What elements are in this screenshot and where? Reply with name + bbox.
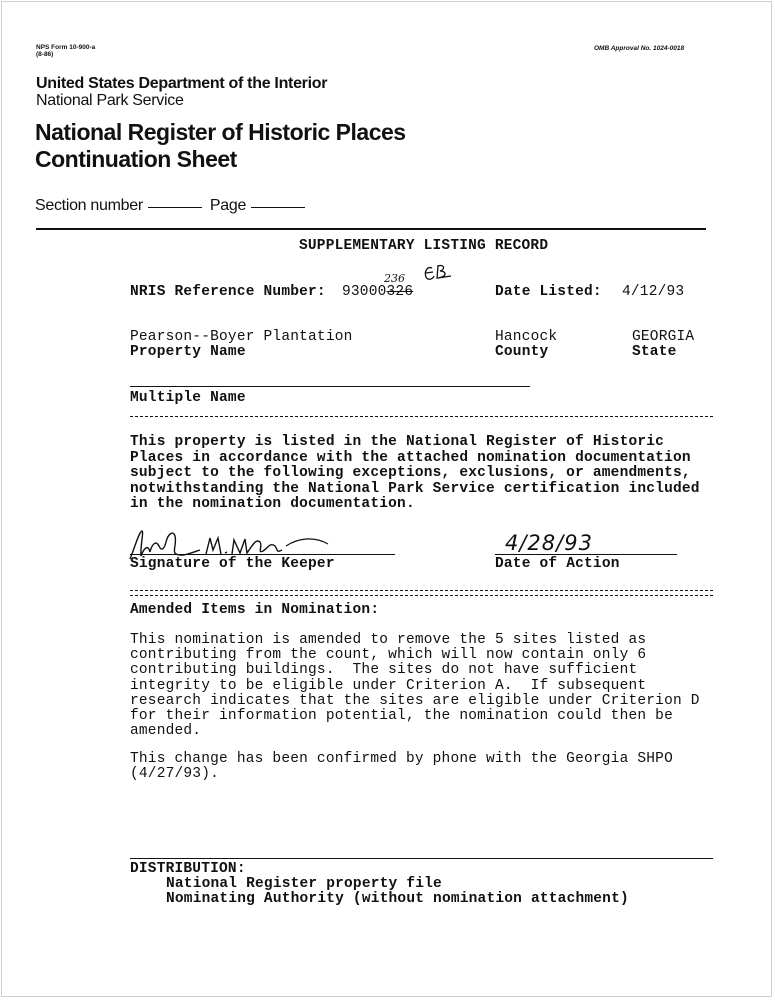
nris-struck-digits: 326 <box>386 284 414 300</box>
signature-line <box>130 554 395 555</box>
section-number-blank <box>148 206 202 208</box>
page-number-blank <box>251 206 305 208</box>
multiple-name-line <box>130 386 530 387</box>
property-name-value: Pearson--Boyer Plantation <box>130 329 353 345</box>
county-value: Hancock <box>495 329 558 345</box>
page-label: Page <box>209 197 247 214</box>
amendment-text: This nomination is amended to remove the 5 sites listed as contributing from the count, which will now contain only 6 contributing buildings. The sites do not have sufficient integrity to be eligible under Criterion A. If subsequent research indicates that the sites are eligible under Criterion D for their information potential, the nomination could then be amended. <box>130 632 700 740</box>
record-heading: SUPPLEMENTARY LISTING RECORD <box>299 238 549 254</box>
property-name-label: Property Name <box>130 344 246 360</box>
date-listed-value: 4/12/93 <box>622 284 685 300</box>
section-page-row <box>35 197 305 215</box>
department-name: United States Department of the Interior <box>36 75 328 92</box>
date-listed-label: Date Listed: <box>495 284 602 300</box>
header-rule <box>36 228 706 230</box>
document-title: National Register of Historic Places <box>35 119 406 145</box>
distribution-item: Nominating Authority (without nomination attachment) <box>166 891 629 907</box>
amended-items-heading: Amended Items in Nomination: <box>130 602 380 618</box>
listing-notice: This property is listed in the National Register of Historic Places in accordance with the attached nomination documentation subject to the following exceptions, exclusions, or amendments, notwithstanding the National Park Service certification included in the nomination documentation. <box>130 434 700 512</box>
distribution-heading: DISTRIBUTION: <box>130 861 246 877</box>
date-of-action-label: Date of Action <box>495 556 620 572</box>
nris-handwritten-correction: 236 <box>384 272 405 285</box>
action-date-handwritten: 4/28/93 <box>505 531 593 555</box>
agency-name: National Park Service <box>36 92 184 109</box>
distribution-rule <box>130 858 713 859</box>
county-label: County <box>495 344 549 360</box>
date-of-action-line <box>495 554 677 555</box>
nris-prefix: 93000 <box>342 284 387 300</box>
handwritten-initials <box>423 262 455 284</box>
state-value: GEORGIA <box>632 329 695 345</box>
multiple-name-label: Multiple Name <box>130 390 246 406</box>
state-label: State <box>632 344 677 360</box>
omb-approval: OMB Approval No. 1024-0018 <box>594 45 685 52</box>
dashed-divider <box>130 416 713 417</box>
signature-label: Signature of the Keeper <box>130 556 335 572</box>
nris-label: NRIS Reference Number: <box>130 284 326 300</box>
distribution-item: National Register property file <box>166 876 442 892</box>
section-number-label: Section number <box>35 197 143 214</box>
form-number: NPS Form 10-900-a (8-86) <box>36 44 96 58</box>
double-dashed-divider <box>130 590 713 596</box>
nris-number <box>342 284 413 300</box>
confirmation-text: This change has been confirmed by phone with the Georgia SHPO (4/27/93). <box>130 751 673 783</box>
document-subtitle: Continuation Sheet <box>35 146 237 172</box>
